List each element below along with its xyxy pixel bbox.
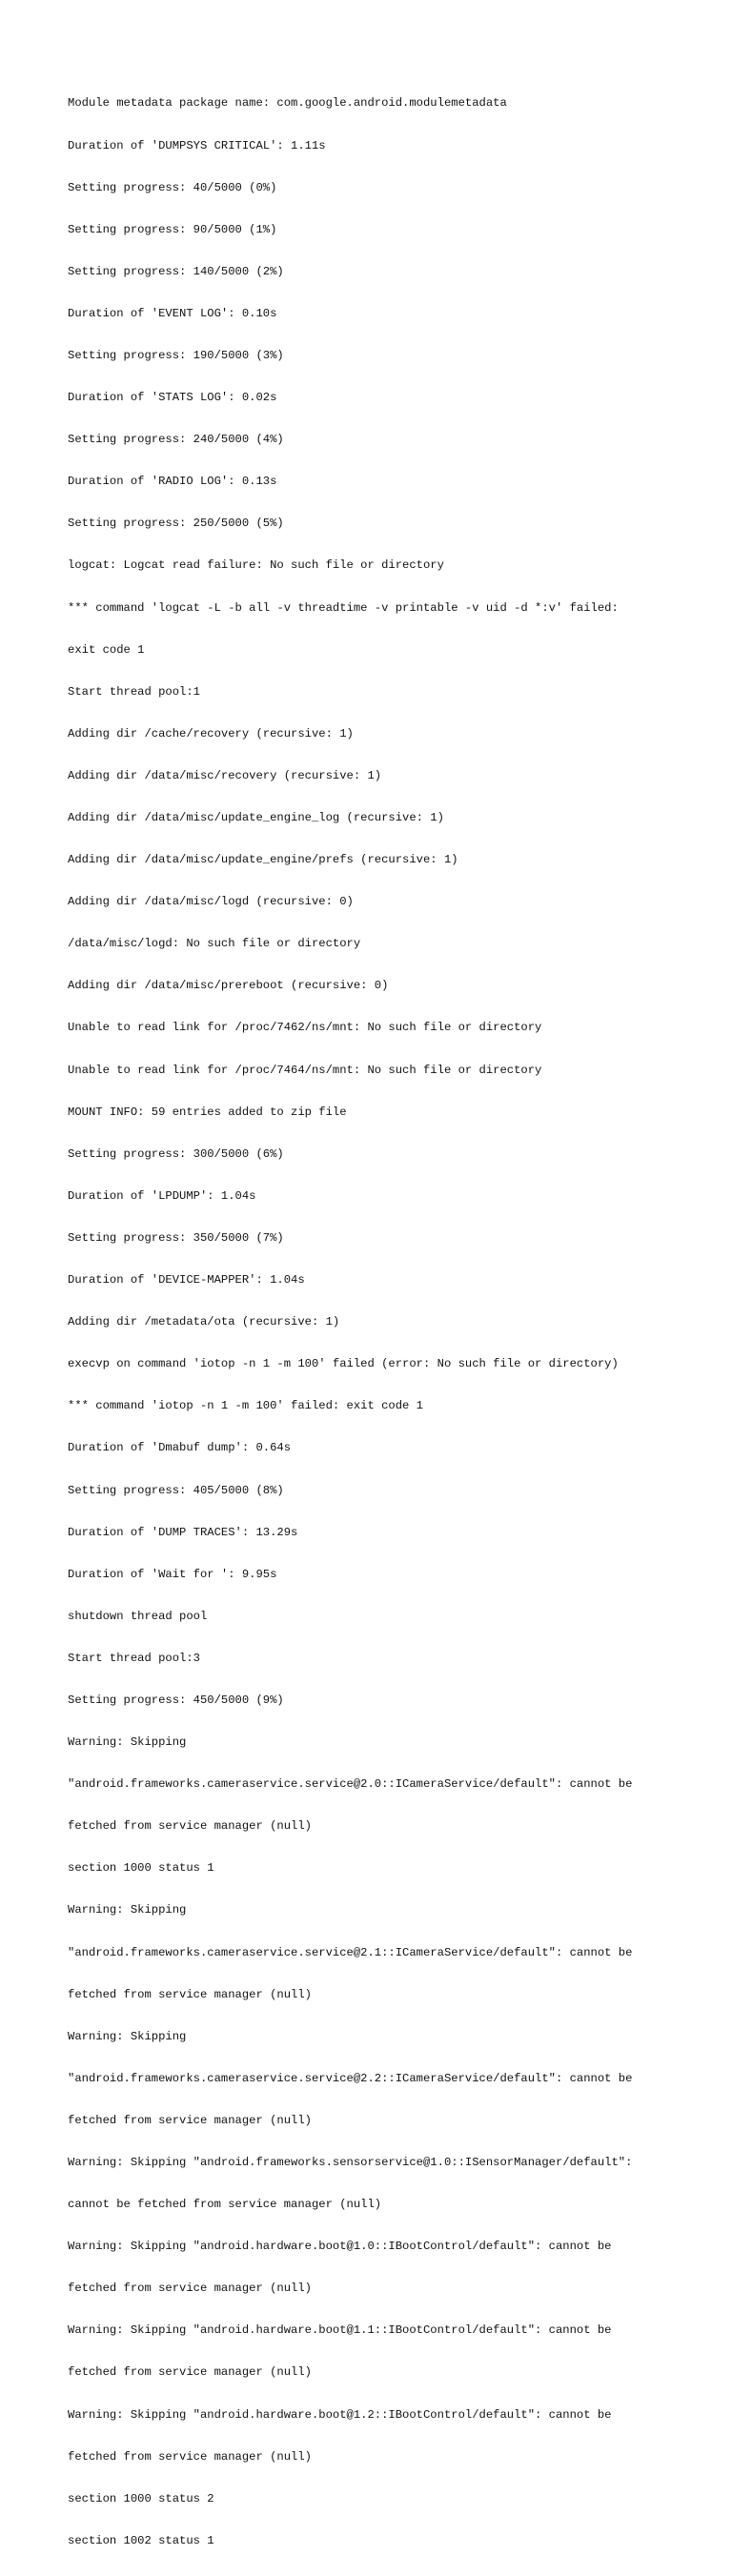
log-line: fetched from service manager (null) <box>68 1987 312 2001</box>
log-line: section 1000 status 1 <box>68 1861 214 1876</box>
log-line: Warning: Skipping <box>68 1903 187 1917</box>
log-line: Duration of 'DUMP TRACES': 13.29s <box>68 1525 298 1539</box>
log-line: Unable to read link for /proc/7462/ns/mnt: No such file or directory <box>68 1021 542 1035</box>
log-line: MOUNT INFO: 59 entries added to zip file <box>68 1105 347 1119</box>
log-line: *** command 'logcat -L -b all -v threadtime -v printable -v uid -d *:v' failed: <box>68 600 619 615</box>
log-line: "android.frameworks.cameraservice.service@2.2::ICameraService/default": cannot be <box>68 2071 633 2085</box>
log-line: shutdown thread pool <box>68 1609 208 1623</box>
log-line: Setting progress: 350/5000 (7%) <box>68 1230 284 1245</box>
log-line: Start thread pool:3 <box>68 1651 200 1665</box>
log-line: section 1000 status 2 <box>68 2491 214 2505</box>
log-line: Setting progress: 140/5000 (2%) <box>68 264 284 278</box>
log-line: Warning: Skipping "android.hardware.boot@1.0::IBootControl/default": cannot be <box>68 2240 612 2254</box>
log-line: Adding dir /metadata/ota (recursive: 1) <box>68 1315 340 1329</box>
log-line: Warning: Skipping <box>68 2029 187 2043</box>
log-line: fetched from service manager (null) <box>68 2449 312 2464</box>
log-line: Setting progress: 190/5000 (3%) <box>68 348 284 362</box>
log-line: Duration of 'Dmabuf dump': 0.64s <box>68 1441 292 1455</box>
log-line: /data/misc/logd: No such file or directory <box>68 937 361 951</box>
log-line: Duration of 'DEVICE-MAPPER': 1.04s <box>68 1273 305 1288</box>
log-line: section 1002 status 1 <box>68 2533 214 2547</box>
log-line: logcat: Logcat read failure: No such file or directory <box>68 558 444 573</box>
log-line: Setting progress: 405/5000 (8%) <box>68 1483 284 1497</box>
log-line: fetched from service manager (null) <box>68 2365 312 2380</box>
log-line: Duration of 'STATS LOG': 0.02s <box>68 391 277 405</box>
log-line: Setting progress: 450/5000 (9%) <box>68 1693 284 1707</box>
log-line: Duration of 'Wait for ': 9.95s <box>68 1567 277 1581</box>
log-line: Setting progress: 240/5000 (4%) <box>68 433 284 447</box>
log-line: execvp on command 'iotop -n 1 -m 100' failed (error: No such file or directory) <box>68 1357 619 1371</box>
log-line: *** command 'iotop -n 1 -m 100' failed: exit code 1 <box>68 1399 423 1413</box>
log-line: Duration of 'EVENT LOG': 0.10s <box>68 306 277 320</box>
log-line: Module metadata package name: com.google.android.modulemetadata <box>68 96 507 111</box>
log-line: Adding dir /cache/recovery (recursive: 1) <box>68 726 354 740</box>
log-line: Setting progress: 300/5000 (6%) <box>68 1146 284 1161</box>
log-line: fetched from service manager (null) <box>68 1819 312 1834</box>
log-line: Duration of 'RADIO LOG': 0.13s <box>68 475 277 489</box>
log-line: Unable to read link for /proc/7464/ns/mnt: No such file or directory <box>68 1063 542 1077</box>
log-line: Adding dir /data/misc/update_engine/prefs (recursive: 1) <box>68 853 458 867</box>
log-line: Adding dir /data/misc/update_engine_log (recursive: 1) <box>68 811 444 824</box>
log-line: exit code 1 <box>68 642 145 657</box>
log-line: fetched from service manager (null) <box>68 2113 312 2127</box>
log-text-block <box>68 69 678 2576</box>
log-line: Start thread pool:1 <box>68 684 200 699</box>
log-line: Adding dir /data/misc/prereboot (recursive: 0) <box>68 979 389 993</box>
log-line: Setting progress: 90/5000 (1%) <box>68 222 277 236</box>
log-line: Duration of 'DUMPSYS CRITICAL': 1.11s <box>68 138 326 152</box>
log-line: "android.frameworks.cameraservice.service@2.0::ICameraService/default": cannot be <box>68 1777 633 1792</box>
log-line: Adding dir /data/misc/recovery (recursive: 1) <box>68 768 382 782</box>
log-line: Setting progress: 40/5000 (0%) <box>68 180 277 194</box>
log-line: Warning: Skipping "android.frameworks.sensorservice@1.0::ISensorManager/default": <box>68 2156 633 2169</box>
log-line: Warning: Skipping "android.hardware.boot@1.1::IBootControl/default": cannot be <box>68 2323 612 2338</box>
log-line: Duration of 'LPDUMP': 1.04s <box>68 1188 256 1203</box>
log-line: cannot be fetched from service manager (null) <box>68 2198 382 2212</box>
log-line: Warning: Skipping <box>68 1735 187 1750</box>
log-line: Warning: Skipping "android.hardware.boot@1.2::IBootControl/default": cannot be <box>68 2407 612 2422</box>
log-line: Setting progress: 250/5000 (5%) <box>68 517 284 531</box>
log-line: "android.frameworks.cameraservice.service@2.1::ICameraService/default": cannot be <box>68 1945 633 1959</box>
log-line: Adding dir /data/misc/logd (recursive: 0) <box>68 895 354 909</box>
log-line: fetched from service manager (null) <box>68 2282 312 2296</box>
